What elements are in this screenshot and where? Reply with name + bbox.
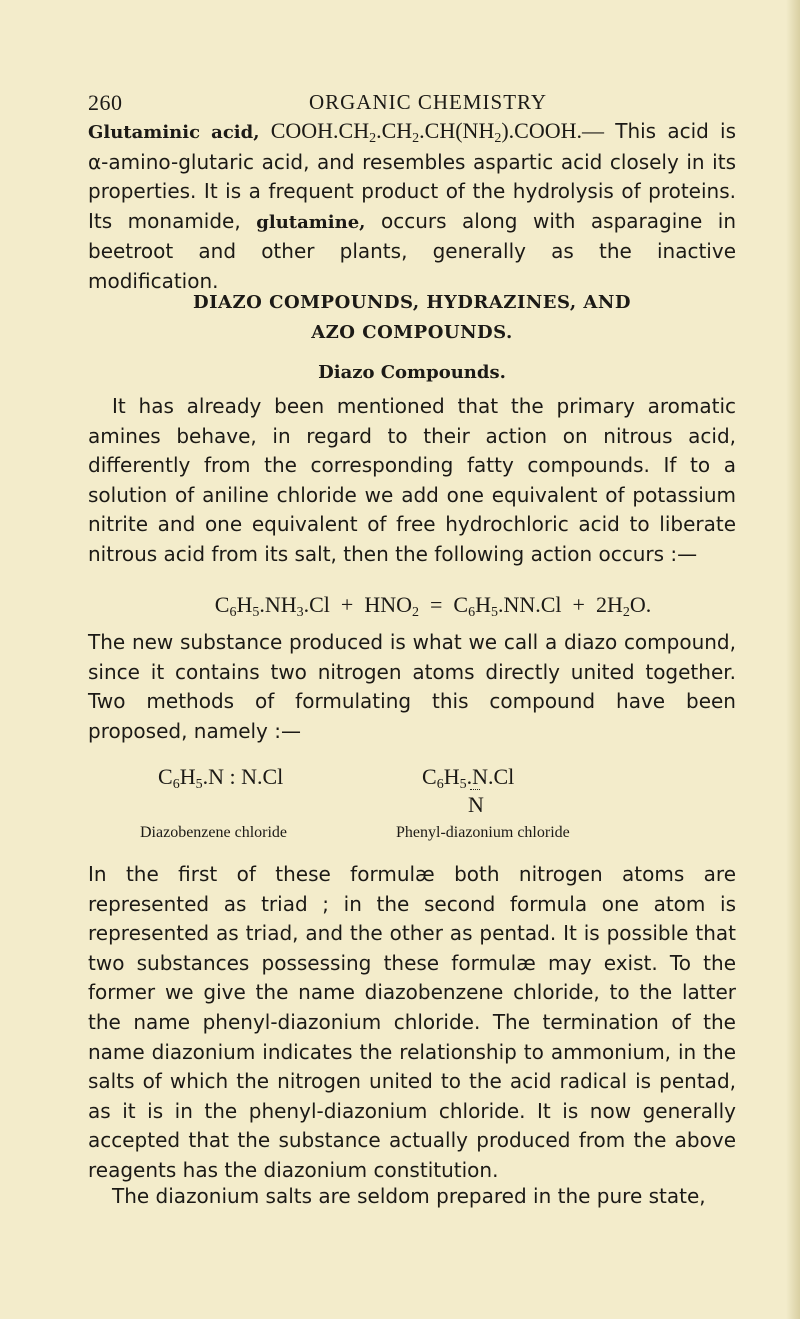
caption-phenyl-diazonium: Phenyl-diazonium chloride xyxy=(396,824,570,841)
paragraph-formulae: In the first of these formulæ both nitrogen atoms are represented as triad ; in the second formula one atom is represented as triad, and the other as pentad. It is possible that two substances possessing these formulæ may exist. To the former we give the name diazobenzene chloride, to the latter the name phenyl-diazonium chloride. The termination of the name diazonium indicates the relationship to ammonium, in the salts of which the nitrogen united to the acid radical is pentad, as it is in the phenyl-diazonium chloride. It is now generally accepted that the substance actually produced from the above reagents has the diazonium constitution. xyxy=(88,862,736,1182)
diazobenzene-formula: $C_6H_5.N$ : N.Cl xyxy=(158,764,284,792)
glutaminic-acid-formula: $COOH.CH_2.CH_2.CH(NH_2).COOH.—$ xyxy=(270,118,605,146)
page-number: 260 xyxy=(88,90,123,115)
paragraph-diazo-intro: It has already been mentioned that the primary aromatic amines behave, in regard to their action on nitrous acid, differently from the corresponding fatty compounds. If to a solution of aniline chloride we add one equivalent of potassium nitrite and one equivalent of free hydrochloric acid to liberate nitrous acid from its salt, then the following action occurs :— xyxy=(88,394,736,566)
section-heading-line-1: DIAZO COMPOUNDS, HYDRAZINES, AND xyxy=(193,292,631,313)
paragraph-text: occurs along with asparagine in beetroot and other plants, generally as the inactive modification. xyxy=(88,208,737,293)
phenyl-diazonium-formula: $C_6H_5.N.Cl$ xyxy=(422,764,515,792)
paragraph-diazonium-salts: The diazonium salts are seldom prepared in the pure state, xyxy=(112,1184,706,1208)
entry-lead: Glutaminic acid, xyxy=(88,122,260,143)
running-title: ORGANIC CHEMISTRY xyxy=(308,90,548,114)
caption-diazobenzene: Diazobenzene chloride xyxy=(140,824,288,841)
paragraph-diazo-compound: The new substance produced is what we call a diazo compound, since it contains two nitrogen atoms directly united together. Two methods of formulating this compound have been proposed, namely :— xyxy=(88,630,736,743)
reaction-equation: $C_6H_5.NH_3.Cl + HNO_2 = C_6H_5.NN.Cl + 2H_2O$. xyxy=(214,592,652,620)
paragraph-glutaminic-acid xyxy=(88,116,736,297)
sub-heading: Diazo Compounds. xyxy=(318,362,506,383)
page-edge-shadow xyxy=(786,0,800,1319)
compound-name: glutamine, xyxy=(256,211,366,233)
paragraph-text: This acid is α-amino-glutaric acid, and resembles aspartic acid closely in its properties. It is a frequent product of the hydrolysis of proteins. Its monamide, xyxy=(88,119,737,233)
section-heading-line-2: AZO COMPOUNDS. xyxy=(311,322,513,343)
nitrogen-below: N xyxy=(468,792,484,817)
